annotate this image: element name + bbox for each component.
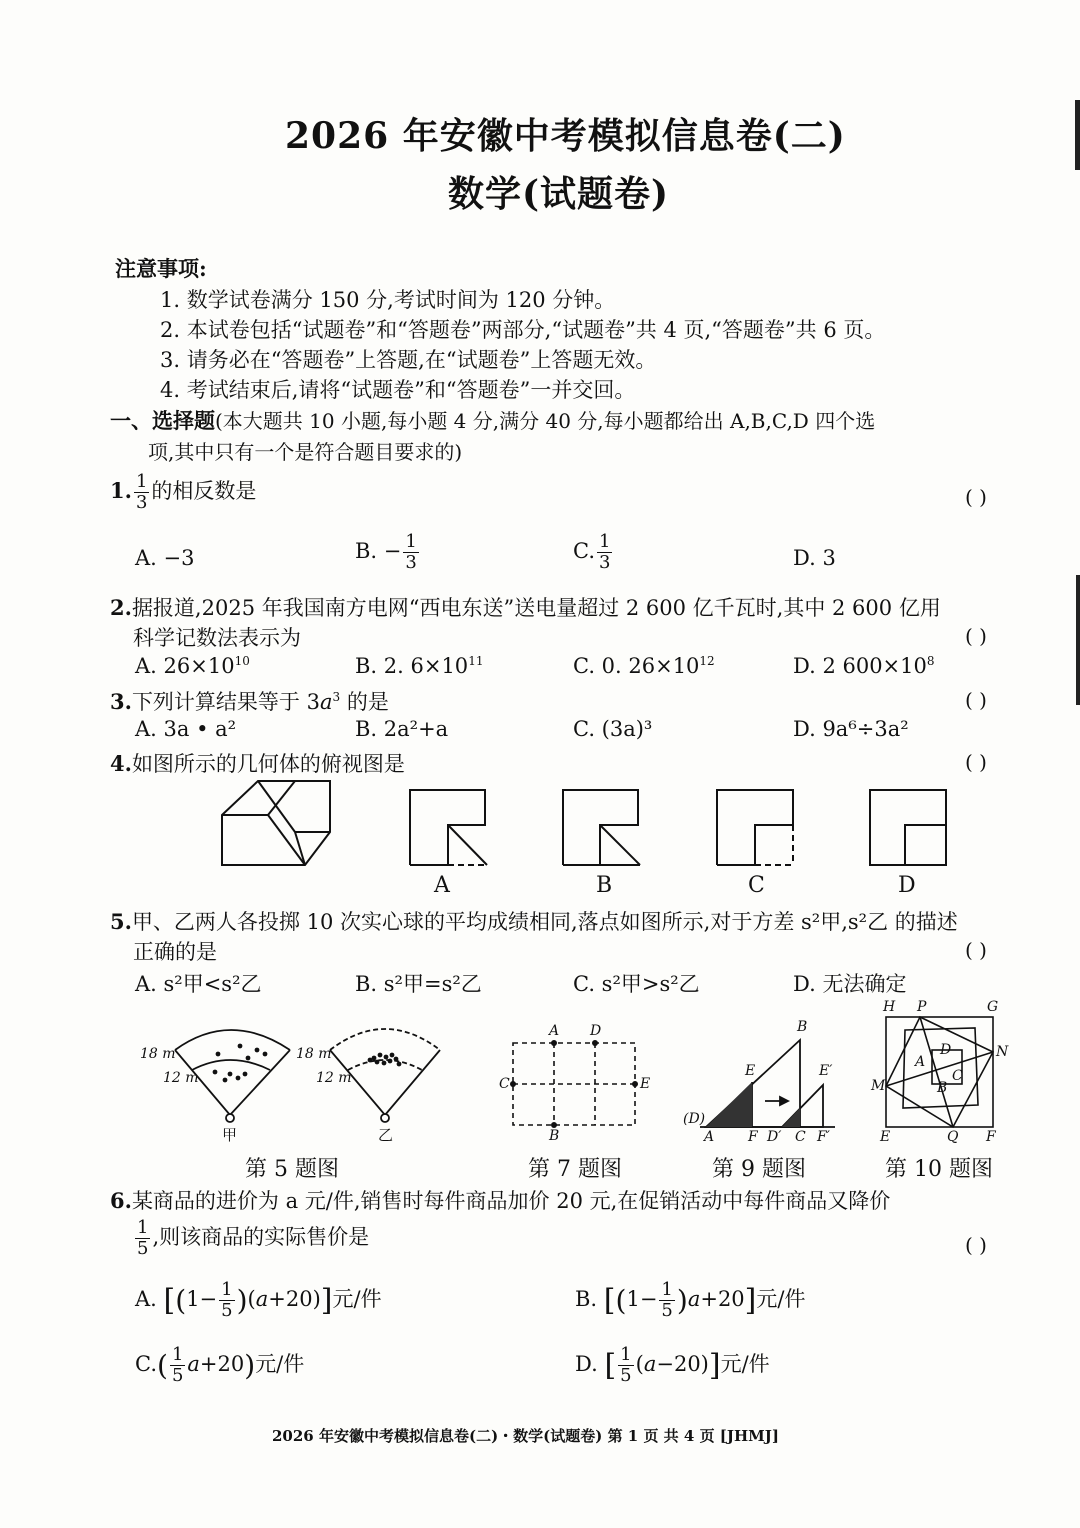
q4-label-a: A <box>434 873 450 898</box>
exponent: 12 <box>699 654 715 668</box>
section-desc-cont: 项,其中只有一个是符合题目要求的) <box>148 440 463 464</box>
fraction: $\frac{1}{5}$ <box>171 1344 184 1386</box>
fig5-radius-18: 18 m <box>296 1046 332 1062</box>
question-number: 6. <box>110 1188 132 1213</box>
variable: a <box>319 690 333 714</box>
fig10-label-e: E <box>880 1129 891 1145</box>
fig10-label-h: H <box>883 999 896 1015</box>
fig5-radius-12: 12 m <box>316 1070 352 1086</box>
notice-item: 1. 数学试卷满分 150 分,考试时间为 120 分钟。 <box>160 288 616 312</box>
fig5-jia-points <box>213 1044 268 1083</box>
option-d: D. 无法确定 <box>793 972 907 996</box>
denominator: 3 <box>405 552 417 573</box>
fig9-label-a: A <box>704 1129 715 1145</box>
answer-bracket: ( ) <box>965 1233 987 1257</box>
fig9-label-d: (D) <box>683 1111 706 1127</box>
option-a: A. s²甲<s²乙 <box>135 972 262 996</box>
answer-bracket: ( ) <box>965 938 987 962</box>
answer-bracket: ( ) <box>965 688 987 712</box>
q4-label-b: B <box>596 873 613 898</box>
option-d: D. 3 <box>793 546 836 570</box>
section-desc: (本大题共 10 小题,每小题 4 分,满分 40 分,每小题都给出 A,B,C,D 四个选 <box>215 409 876 433</box>
answer-bracket: ( ) <box>965 485 987 509</box>
denominator: 5 <box>137 1238 149 1259</box>
page-subtitle: 数学(试题卷) <box>448 173 670 215</box>
fig10-label-m: M <box>871 1078 886 1094</box>
question-6-cont <box>133 1218 369 1259</box>
option-label: A. <box>135 1287 157 1311</box>
fig7-label-b: B <box>549 1128 560 1144</box>
question-text: 下列计算结果等于 3 <box>131 690 320 714</box>
exponent: 3 <box>332 690 341 704</box>
fig7-label-e: E <box>640 1076 651 1092</box>
option-c: C. (3a)³ <box>573 717 653 741</box>
exponent: 11 <box>468 654 484 668</box>
fraction: $\frac{1}{5}$ <box>620 1344 632 1386</box>
option-label: B. <box>575 1287 598 1311</box>
question-number: 2. <box>110 595 132 620</box>
q4-label-d: D <box>898 873 916 898</box>
fig7-points <box>510 1040 638 1128</box>
option-c: C.( $\frac{1}{5}$ a+20)元/件 <box>135 1344 305 1386</box>
question-text: 甲、乙两人各投掷 10 次实心球的平均成绩相同,落点如图所示,对于方差 s²甲,s²乙 的描述 <box>131 910 958 934</box>
page-title: 2026 年安徽中考模拟信息卷(二) <box>285 115 846 157</box>
caption-fig10: 第 10 题图 <box>885 1157 993 1182</box>
notice-item: 2. 本试卷包括“试题卷”和“答题卷”两部分,“试题卷”共 4 页,“答题卷”共 6 页。 <box>160 318 886 342</box>
fig10-label-d: D <box>940 1042 952 1058</box>
notice-heading: 注意事项: <box>115 256 207 281</box>
unit: 元/件 <box>756 1287 806 1311</box>
option-c: C. s²甲>s²乙 <box>573 972 700 996</box>
option-label: C. <box>135 1352 157 1376</box>
numerator: 1 <box>599 531 611 552</box>
question-number: 3. <box>110 689 132 714</box>
fraction: $\frac{1}{5}$ <box>221 1279 233 1321</box>
unit: 元/件 <box>332 1287 382 1311</box>
question-number: 1. <box>110 478 132 503</box>
option-text: A. 26×10 <box>135 654 235 678</box>
option-d: D. [ $\frac{1}{5}$ (a−20)]元/件 <box>575 1344 770 1386</box>
fig10-label-g: G <box>987 999 999 1015</box>
option-a: A. [(1− $\frac{1}{5}$ )(a+20)]元/件 <box>135 1279 382 1321</box>
option-b: B. [(1− $\frac{1}{5}$ )a+20]元/件 <box>575 1279 806 1321</box>
fraction <box>135 1218 150 1259</box>
question-6 <box>110 1185 890 1215</box>
numerator: 1 <box>405 531 417 552</box>
fig9-label-e: E <box>745 1063 756 1079</box>
fig7 <box>513 1043 635 1125</box>
question-text: 如图所示的几何体的俯视图是 <box>131 752 405 776</box>
option-text: C. 0. 26×10 <box>573 654 700 678</box>
caption-fig9: 第 9 题图 <box>712 1157 806 1182</box>
fig9-label-eprime: E′ <box>819 1063 833 1079</box>
fig9-label-b: B <box>797 1019 808 1035</box>
notice-item: 3. 请务必在“答题卷”上答题,在“试题卷”上答题无效。 <box>160 348 657 372</box>
page-footer: 2026 年安徽中考模拟信息卷(二)・数学(试题卷) 第 1 页 共 4 页 [JHMJ] <box>272 1427 779 1445</box>
notice-item: 4. 考试结束后,请将“试题卷”和“答题卷”一并交回。 <box>160 378 636 402</box>
question-number: 4. <box>110 751 132 776</box>
fig7-label-d: D <box>590 1023 602 1039</box>
question-text-cont: ,则该商品的实际售价是 <box>152 1225 370 1249</box>
numerator: 1 <box>135 471 148 492</box>
fig7-label-a: A <box>549 1023 560 1039</box>
question-text-end: 的是 <box>340 690 389 714</box>
option-b: B. 2a²+a <box>355 717 449 741</box>
option-a: A. −3 <box>135 546 195 570</box>
fig5-yi-label: 乙 <box>378 1126 394 1144</box>
answer-bracket: ( ) <box>965 624 987 648</box>
question-text: 某商品的进价为 a 元/件,销售时每件商品加价 20 元,在促销活动中每件商品又降价 <box>131 1189 891 1213</box>
option-label: B. − <box>355 539 402 563</box>
fraction: $\frac{1}{5}$ <box>661 1279 673 1321</box>
fig10-label-c: C <box>952 1068 963 1084</box>
option-label: C. <box>573 539 595 563</box>
fig9-label-c: C <box>795 1129 806 1145</box>
fig10-label-f: F <box>986 1129 996 1145</box>
exponent: 10 <box>234 654 250 668</box>
caption-fig7: 第 7 题图 <box>528 1157 622 1182</box>
fig5-yi-points <box>368 1053 402 1067</box>
option-a: A. 3a • a² <box>135 717 237 741</box>
option-label: D. <box>575 1352 598 1376</box>
fig9-label-dprime: D′ <box>767 1129 782 1145</box>
question-text-cont: 正确的是 <box>133 940 217 964</box>
fig10-label-p: P <box>917 999 927 1015</box>
fig5-radius-12: 12 m <box>163 1070 199 1086</box>
fig9-label-f: F <box>748 1129 758 1145</box>
unit: 元/件 <box>720 1352 770 1376</box>
option-text: B. 2. 6×10 <box>355 654 469 678</box>
fig9-shaded-triangle <box>706 1082 752 1127</box>
section-label: 一、选择题 <box>110 408 215 433</box>
q4-label-c: C <box>748 873 765 898</box>
fig10-label-n: N <box>996 1044 1009 1060</box>
fig10-label-b: B <box>937 1080 948 1096</box>
question-number: 5. <box>110 909 132 934</box>
question-text: 据报道,2025 年我国南方电网“西电东送”送电量超过 2 600 亿千瓦时,其中 2 600 亿用 <box>131 596 941 620</box>
exponent: 8 <box>926 654 935 668</box>
numerator: 1 <box>137 1217 149 1238</box>
denominator: 3 <box>135 492 148 513</box>
fig10-label-q: Q <box>947 1129 959 1145</box>
answer-bracket: ( ) <box>965 750 987 774</box>
question-text: 的相反数是 <box>151 479 257 503</box>
caption-fig5: 第 5 题图 <box>245 1157 339 1182</box>
unit: 元/件 <box>255 1352 305 1376</box>
fig5-radius-18: 18 m <box>140 1046 176 1062</box>
option-b: B. s²甲=s²乙 <box>355 972 482 996</box>
fig7-label-c: C <box>499 1076 510 1092</box>
option-d: D. 9a⁶÷3a² <box>793 717 909 741</box>
fig10-label-a: A <box>915 1054 926 1070</box>
option-text: D. 2 600×10 <box>793 654 927 678</box>
question-text-cont: 科学记数法表示为 <box>133 626 301 650</box>
fig5-jia-label: 甲 <box>222 1126 238 1144</box>
fig10 <box>886 1017 993 1127</box>
fig9-label-fprime: F′ <box>817 1129 830 1145</box>
denominator: 3 <box>599 552 611 573</box>
